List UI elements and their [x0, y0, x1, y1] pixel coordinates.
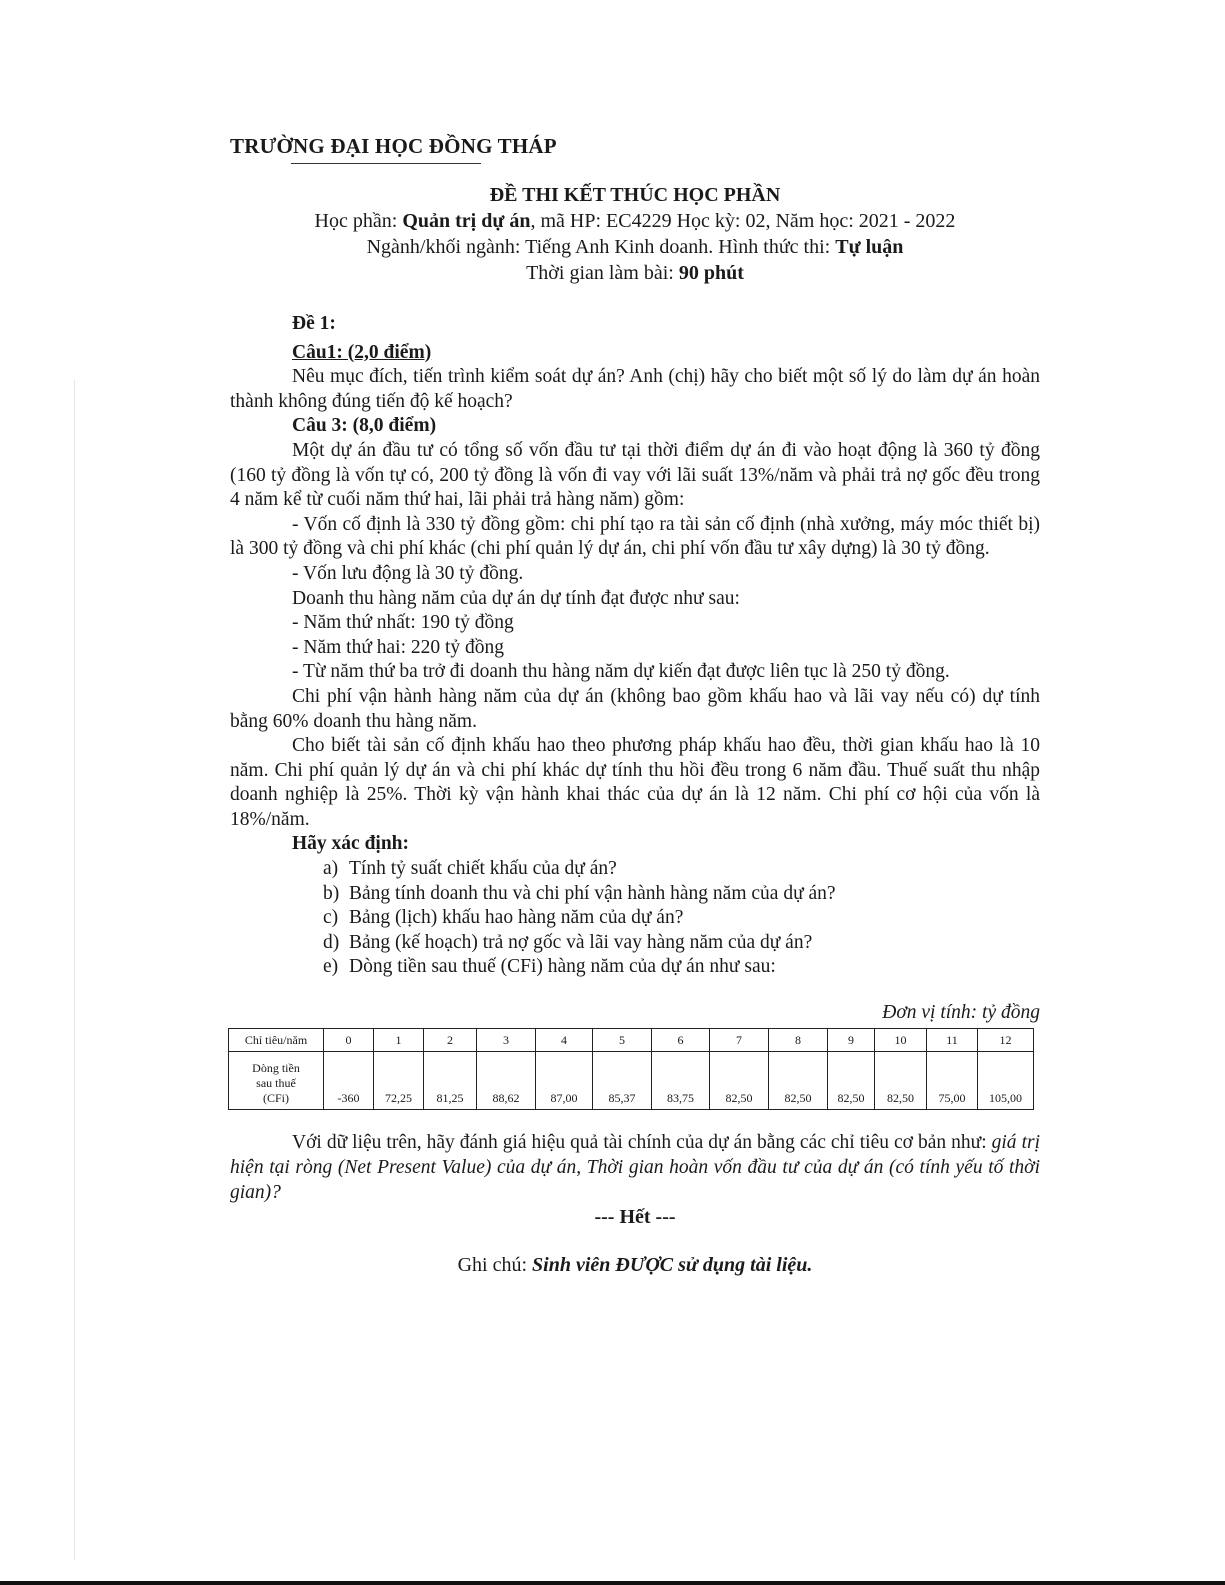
scan-edge-bottom [0, 1581, 1225, 1585]
course-line-suffix: , mã HP: EC4229 Học kỳ: 02, Năm học: 2021 - 2022 [530, 210, 956, 232]
table-value-row [229, 1052, 1034, 1110]
value-cell: 81,25 [424, 1052, 477, 1110]
table-header-row [229, 1029, 1034, 1052]
course-name: Quản trị dự án [402, 210, 531, 232]
school-underline [291, 163, 481, 164]
value-cell: 75,00 [927, 1052, 978, 1110]
opex-text: Chi phí vận hành hàng năm của dự án (không bao gồm khấu hao và lãi vay nếu có) dự tính bằng 60% doanh thu hàng năm. [230, 685, 1040, 732]
task-key: c) [323, 907, 339, 929]
value-cell: 72,25 [374, 1052, 424, 1110]
task-text: Bảng (lịch) khấu hao hàng năm của dự án? [349, 907, 684, 929]
exam-body [230, 312, 1040, 980]
depreciation-text: Cho biết tài sản cố định khấu hao theo phương pháp khấu hao đều, thời gian khấu hao là 10 năm. Chi phí quản lý dự án và chi phí khác dự tính thu hồi đều trong 6 năm đầu. Thuế suất thu nhập doanh nghiệp là 25%. Thời kỳ vận hành khai thác của dự án là 12 năm. Chi phí cơ hội của vốn là 18%/năm. [230, 735, 1040, 830]
task-key: b) [323, 882, 340, 904]
course-line-prefix: Học phần: [314, 210, 403, 232]
row-label-line: sau thuế [256, 1076, 296, 1090]
value-cell: 87,00 [536, 1052, 593, 1110]
year-cell: 6 [652, 1029, 710, 1052]
note-line [230, 1254, 1040, 1277]
year-cell: 1 [374, 1029, 424, 1052]
value-cell: 82,50 [769, 1052, 828, 1110]
determine-heading: Hãy xác định: [292, 833, 410, 855]
task-item [323, 955, 1040, 980]
unit-label: Đơn vị tính: tỷ đồng [882, 1002, 1040, 1023]
task-key: a) [323, 858, 339, 880]
task-text: Dòng tiền sau thuế (CFi) hàng năm của dự án như sau: [349, 956, 776, 978]
value-cell: 105,00 [978, 1052, 1034, 1110]
year-cell: 8 [769, 1029, 828, 1052]
task-list [230, 857, 1040, 980]
exam-title: ĐỀ THI KẾT THÚC HỌC PHẦN [489, 184, 781, 206]
year-cell: 11 [927, 1029, 978, 1052]
task-item [323, 906, 1040, 931]
row-label-cell [229, 1052, 324, 1110]
note-text: Sinh viên ĐƯỢC sử dụng tài liệu. [532, 1254, 813, 1276]
table-header-label: Chỉ tiêu/năm [229, 1029, 324, 1052]
school-name: TRƯỜNG ĐẠI HỌC ĐỒNG THÁP [230, 134, 557, 158]
year-cell: 2 [424, 1029, 477, 1052]
year-cell: 9 [828, 1029, 875, 1052]
duration-prefix: Thời gian làm bài: [526, 262, 679, 284]
revenue-intro: Doanh thu hàng năm của dự án dự tính đạt được như sau: [292, 587, 740, 609]
value-cell: 83,75 [652, 1052, 710, 1110]
course-line [230, 208, 1040, 234]
question-3-title: Câu 3: (8,0 điểm) [292, 415, 437, 437]
value-cell: 82,50 [828, 1052, 875, 1110]
closing-prefix: Với dữ liệu trên, hãy đánh giá hiệu quả tài chính của dự án bằng các chỉ tiêu cơ bản như: [292, 1132, 992, 1153]
exam-variant-label: Đề 1: [292, 313, 336, 334]
year-cell: 4 [536, 1029, 593, 1052]
major-line [230, 234, 1040, 260]
duration-value: 90 phút [678, 262, 744, 284]
closing-italic: giá trị hiện tại ròng (Net Present Value) của dự án, Thời gian hoàn vốn đầu tư của dự án (có tính yếu tố thời gian)? [230, 1132, 1040, 1203]
year-cell: 12 [978, 1029, 1034, 1052]
row-label-line: Dòng tiền [252, 1061, 300, 1075]
task-text: Bảng (kế hoạch) trả nợ gốc và lãi vay hàng năm của dự án? [349, 931, 813, 953]
row-label-line: (CFi) [262, 1091, 289, 1105]
task-text: Bảng tính doanh thu và chi phí vận hành hàng năm của dự án? [349, 882, 836, 904]
value-cell: 82,50 [875, 1052, 927, 1110]
value-cell: 85,37 [593, 1052, 652, 1110]
task-key: e) [323, 956, 339, 978]
revenue-item: - Năm thứ nhất: 190 tỷ đồng [292, 612, 514, 634]
year-cell: 5 [593, 1029, 652, 1052]
value-cell: -360 [324, 1052, 374, 1110]
working-capital-text: - Vốn lưu động là 30 tỷ đồng. [292, 562, 524, 584]
cash-flow-table [228, 1028, 1034, 1110]
end-mark: --- Hết --- [594, 1206, 676, 1228]
year-cell: 10 [875, 1029, 927, 1052]
task-item [323, 931, 1040, 956]
task-item [323, 882, 1040, 907]
question-1-title: Câu1: (2,0 điểm) [292, 341, 432, 363]
duration-line [230, 260, 1040, 286]
year-cell: 0 [324, 1029, 374, 1052]
value-cell: 88,62 [477, 1052, 536, 1110]
question-1-text: Nêu mục đích, tiến trình kiểm soát dự án? Anh (chị) hãy cho biết một số lý do làm dự án hoàn thành không đúng tiến độ kế hoạch? [230, 366, 1040, 412]
fixed-capital-text: - Vốn cố định là 330 tỷ đồng gồm: chi phí tạo ra tài sản cố định (nhà xưởng, máy móc thiết bị) là 300 tỷ đồng và chi phí khác (chi phí quản lý dự án, chi phí vốn đầu tư xây dựng) là 30 tỷ đồng. [230, 513, 1040, 560]
task-text: Tính tỷ suất chiết khấu của dự án? [349, 858, 617, 880]
value-cell: 82,50 [710, 1052, 769, 1110]
closing-paragraph [230, 1130, 1040, 1205]
exam-form: Tự luận [835, 236, 904, 258]
task-item [323, 857, 1040, 882]
note-prefix: Ghi chú: [457, 1254, 533, 1276]
revenue-item: - Năm thứ hai: 220 tỷ đồng [292, 636, 505, 658]
year-cell: 7 [710, 1029, 769, 1052]
question-3-intro: Một dự án đầu tư có tổng số vốn đầu tư tại thời điểm dự án đi vào hoạt động là 360 tỷ đồng (160 tỷ đồng là vốn tự có, 200 tỷ đồng là vốn đi vay với lãi suất 13%/năm và phải trả nợ gốc đều trong 4 năm kể từ cuối năm thứ hai, lãi phải trả hàng năm) gồm: [230, 439, 1040, 511]
task-key: d) [323, 931, 340, 953]
revenue-item: - Từ năm thứ ba trở đi doanh thu hàng năm dự kiến đạt được liên tục là 250 tỷ đồng. [292, 661, 950, 683]
year-cell: 3 [477, 1029, 536, 1052]
scan-edge-left [74, 380, 75, 1560]
major-line-prefix: Ngành/khối ngành: Tiếng Anh Kinh doanh. Hình thức thi: [366, 236, 836, 258]
